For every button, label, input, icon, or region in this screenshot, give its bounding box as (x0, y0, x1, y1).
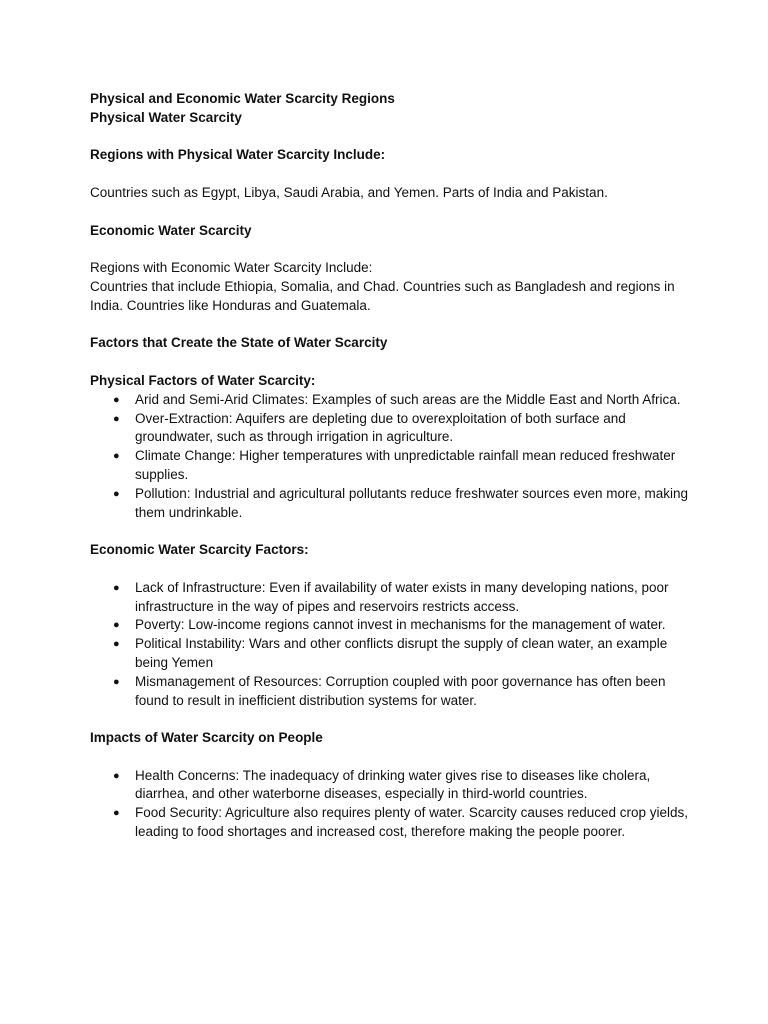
physical-factors-list (90, 391, 690, 523)
spacer (90, 710, 690, 729)
list-item-text: Poverty: Low-income regions cannot invest in mechanisms for the management of water. (135, 617, 666, 633)
list-item-text: Health Concerns: The inadequacy of drinking water gives rise to diseases like cholera, diarrhea, and other waterborne diseases, especially in third-world countries. (135, 767, 651, 802)
spacer (90, 203, 690, 222)
bullet-icon: ● (113, 619, 120, 632)
bullet-icon: ● (113, 807, 120, 820)
document-page (90, 90, 690, 842)
spacer (90, 240, 690, 259)
spacer (90, 560, 690, 579)
list-item (90, 447, 690, 485)
spacer (90, 128, 690, 147)
impacts-list (90, 767, 690, 842)
spacer (90, 165, 690, 184)
economic-factors-heading: Economic Water Scarcity Factors: (90, 542, 309, 558)
list-item (90, 391, 690, 410)
bullet-icon: ● (113, 450, 120, 463)
impacts-heading: Impacts of Water Scarcity on People (90, 730, 323, 746)
physical-regions-text: Countries such as Egypt, Libya, Saudi Arabia, and Yemen. Parts of India and Pakistan. (90, 184, 608, 200)
spacer (90, 748, 690, 767)
bullet-icon: ● (113, 638, 120, 651)
document-title: Physical and Economic Water Scarcity Regions (90, 91, 395, 106)
factors-heading: Factors that Create the State of Water Scarcity (90, 335, 388, 351)
list-item (90, 410, 690, 448)
list-item-text: Food Security: Agriculture also requires plenty of water. Scarcity causes reduced crop yields, leading to food shortages and increased cost, therefore making the people poorer. (135, 805, 689, 840)
physical-scarcity-heading: Physical Water Scarcity (90, 109, 242, 125)
list-item-text: Lack of Infrastructure: Even if availability of water exists in many developing nations, poor infrastructure in the way of pipes and reservoirs restricts access. (135, 579, 669, 614)
list-item (90, 579, 690, 617)
physical-factors-heading: Physical Factors of Water Scarcity: (90, 372, 316, 388)
spacer (90, 316, 690, 335)
economic-regions-intro: Regions with Economic Water Scarcity Include: (90, 260, 373, 276)
physical-regions-heading: Regions with Physical Water Scarcity Include: (90, 147, 386, 163)
list-item (90, 616, 690, 635)
bullet-icon: ● (113, 581, 120, 594)
list-item-text: Over-Extraction: Aquifers are depleting due to overexploitation of both surface and groundwater, such as through irrigation in agriculture. (135, 410, 626, 445)
spacer (90, 522, 690, 541)
bullet-icon: ● (113, 393, 120, 406)
bullet-icon: ● (113, 675, 120, 688)
list-item-text: Arid and Semi-Arid Climates: Examples of such areas are the Middle East and North Africa. (135, 391, 681, 407)
list-item (90, 485, 690, 523)
spacer (90, 353, 690, 372)
economic-factors-list (90, 579, 690, 711)
list-item (90, 804, 690, 842)
list-item-text: Mismanagement of Resources: Corruption coupled with poor governance has often been found to result in inefficient distribution systems for water. (135, 673, 666, 708)
list-item (90, 635, 690, 673)
economic-regions-text: Countries that include Ethiopia, Somalia, and Chad. Countries such as Bangladesh and regions in India. Countries like Honduras and Guatemala. (90, 278, 675, 313)
bullet-icon: ● (113, 487, 120, 500)
list-item (90, 673, 690, 711)
list-item-text: Climate Change: Higher temperatures with unpredictable rainfall mean reduced freshwater supplies. (135, 448, 676, 482)
list-item-text: Pollution: Industrial and agricultural pollutants reduce freshwater sources even more, making them undrinkable. (135, 485, 689, 520)
economic-scarcity-heading: Economic Water Scarcity (90, 222, 252, 238)
bullet-icon: ● (113, 412, 120, 425)
list-item-text: Political Instability: Wars and other conflicts disrupt the supply of clean water, an example being Yemen (135, 636, 668, 670)
list-item (90, 767, 690, 805)
bullet-icon: ● (113, 769, 120, 782)
